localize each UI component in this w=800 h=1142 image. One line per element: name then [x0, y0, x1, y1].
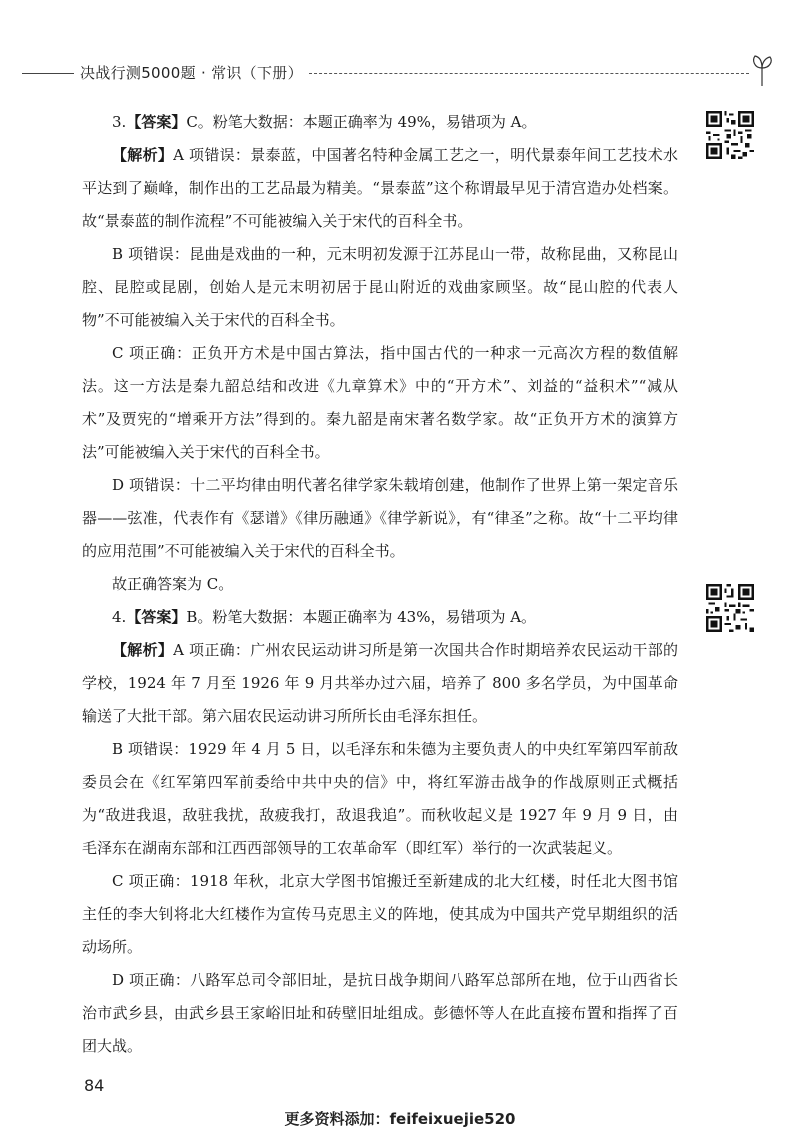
answer-explanations	[82, 106, 678, 1063]
answer-line-q3	[82, 106, 678, 139]
qr-code-question-4[interactable]	[706, 584, 754, 632]
page-number: 84	[84, 1076, 105, 1095]
analysis-paragraph: D 项正确：八路军总司令部旧址，是抗日战争期间八路军总部所在地，位于山西省长治市武乡县，由武乡县王家峪旧址和砖壁旧址组成。彭德怀等人在此直接布置和指挥了百团大战。	[82, 971, 678, 1055]
question-number: 4.	[112, 608, 127, 626]
answer-line-q4	[82, 601, 678, 634]
book-title: 决战行测5000题 · 常识（下册）	[80, 64, 303, 82]
analysis-label: 【解析】	[112, 146, 174, 164]
analysis-paragraph	[82, 139, 678, 238]
answer-label: 【答案】	[126, 608, 187, 626]
footer-note: 更多资料添加：feifeixuejie520	[284, 1110, 516, 1128]
analysis-paragraph: C 项正确：正负开方术是中国古算法，指中国古代的一种求一元高次方程的数值解法。这一方法是秦九韶总结和改进《九章算术》中的“开方术”、刘益的“益积术”“减从术”及贾宪的“增乘开方法”得到的。秦九韶是南宋著名数学家。故“正负开方术的演算方法”可能被编入关于宋代的百科全书。	[82, 344, 678, 461]
analysis-paragraph: D 项错误：十二平均律由明代著名律学家朱载堉创建，他制作了世界上第一架定音乐器——弦准，代表作有《瑟谱》《律历融通》《律学新说》，有“律圣”之称。故“十二平均律的应用范围”不可能被编入关于宋代的百科全书。	[82, 476, 678, 560]
answer-text: C。粉笔大数据：本题正确率为 49%，易错项为 A。	[186, 113, 537, 131]
conclusion-line: 故正确答案为 C。	[112, 575, 234, 593]
running-header	[22, 58, 762, 88]
header-rule-right	[309, 73, 749, 74]
sprout-icon	[750, 52, 774, 86]
analysis-text: A 项错误：景泰蓝，中国著名特种金属工艺之一，明代景泰年间工艺技术水平达到了巅峰，制作出的工艺品最为精美。“景泰蓝”这个称谓最早见于清宫造办处档案。故“景泰蓝的制作流程”不可能被编入关于宋代的百科全书。	[82, 146, 678, 230]
question-number: 3.	[112, 113, 127, 131]
analysis-text: A 项正确：广州农民运动讲习所是第一次国共合作时期培养农民运动干部的学校，1924 年 7 月至 1926 年 9 月共举办过六届，培养了 800 多名学员，为中国革命输送了大批干部。第六届农民运动讲习所所长由毛泽东担任。	[82, 641, 678, 725]
analysis-paragraph: B 项错误：昆曲是戏曲的一种，元末明初发源于江苏昆山一带，故称昆曲，又称昆山腔、昆腔或昆剧，创始人是元末明初居于昆山附近的戏曲家顾坚。故“昆山腔的代表人物”不可能被编入关于宋代的百科全书。	[82, 245, 678, 329]
analysis-paragraph	[82, 634, 678, 733]
analysis-label: 【解析】	[112, 641, 174, 659]
qr-code-question-3[interactable]	[706, 111, 754, 159]
analysis-paragraph: B 项错误：1929 年 4 月 5 日，以毛泽东和朱德为主要负责人的中央红军第四军前敌委员会在《红军第四军前委给中共中央的信》中，将红军游击战争的作战原则正式概括为“敌进我退，敌驻我扰，敌疲我打，敌退我追”。而秋收起义是 1927 年 9 月 9 日，由毛泽东在湖南东部和江西西部领导的工农革命军（即红军）举行的一次武装起义。	[82, 740, 678, 857]
answer-text: B。粉笔大数据：本题正确率为 43%，易错项为 A。	[186, 608, 537, 626]
analysis-paragraph: C 项正确：1918 年秋，北京大学图书馆搬迁至新建成的北大红楼，时任北大图书馆主任的李大钊将北大红楼作为宣传马克思主义的阵地，使其成为中国共产党早期组织的活动场所。	[82, 872, 678, 956]
answer-label: 【答案】	[126, 113, 187, 131]
header-rule-left	[22, 73, 74, 74]
